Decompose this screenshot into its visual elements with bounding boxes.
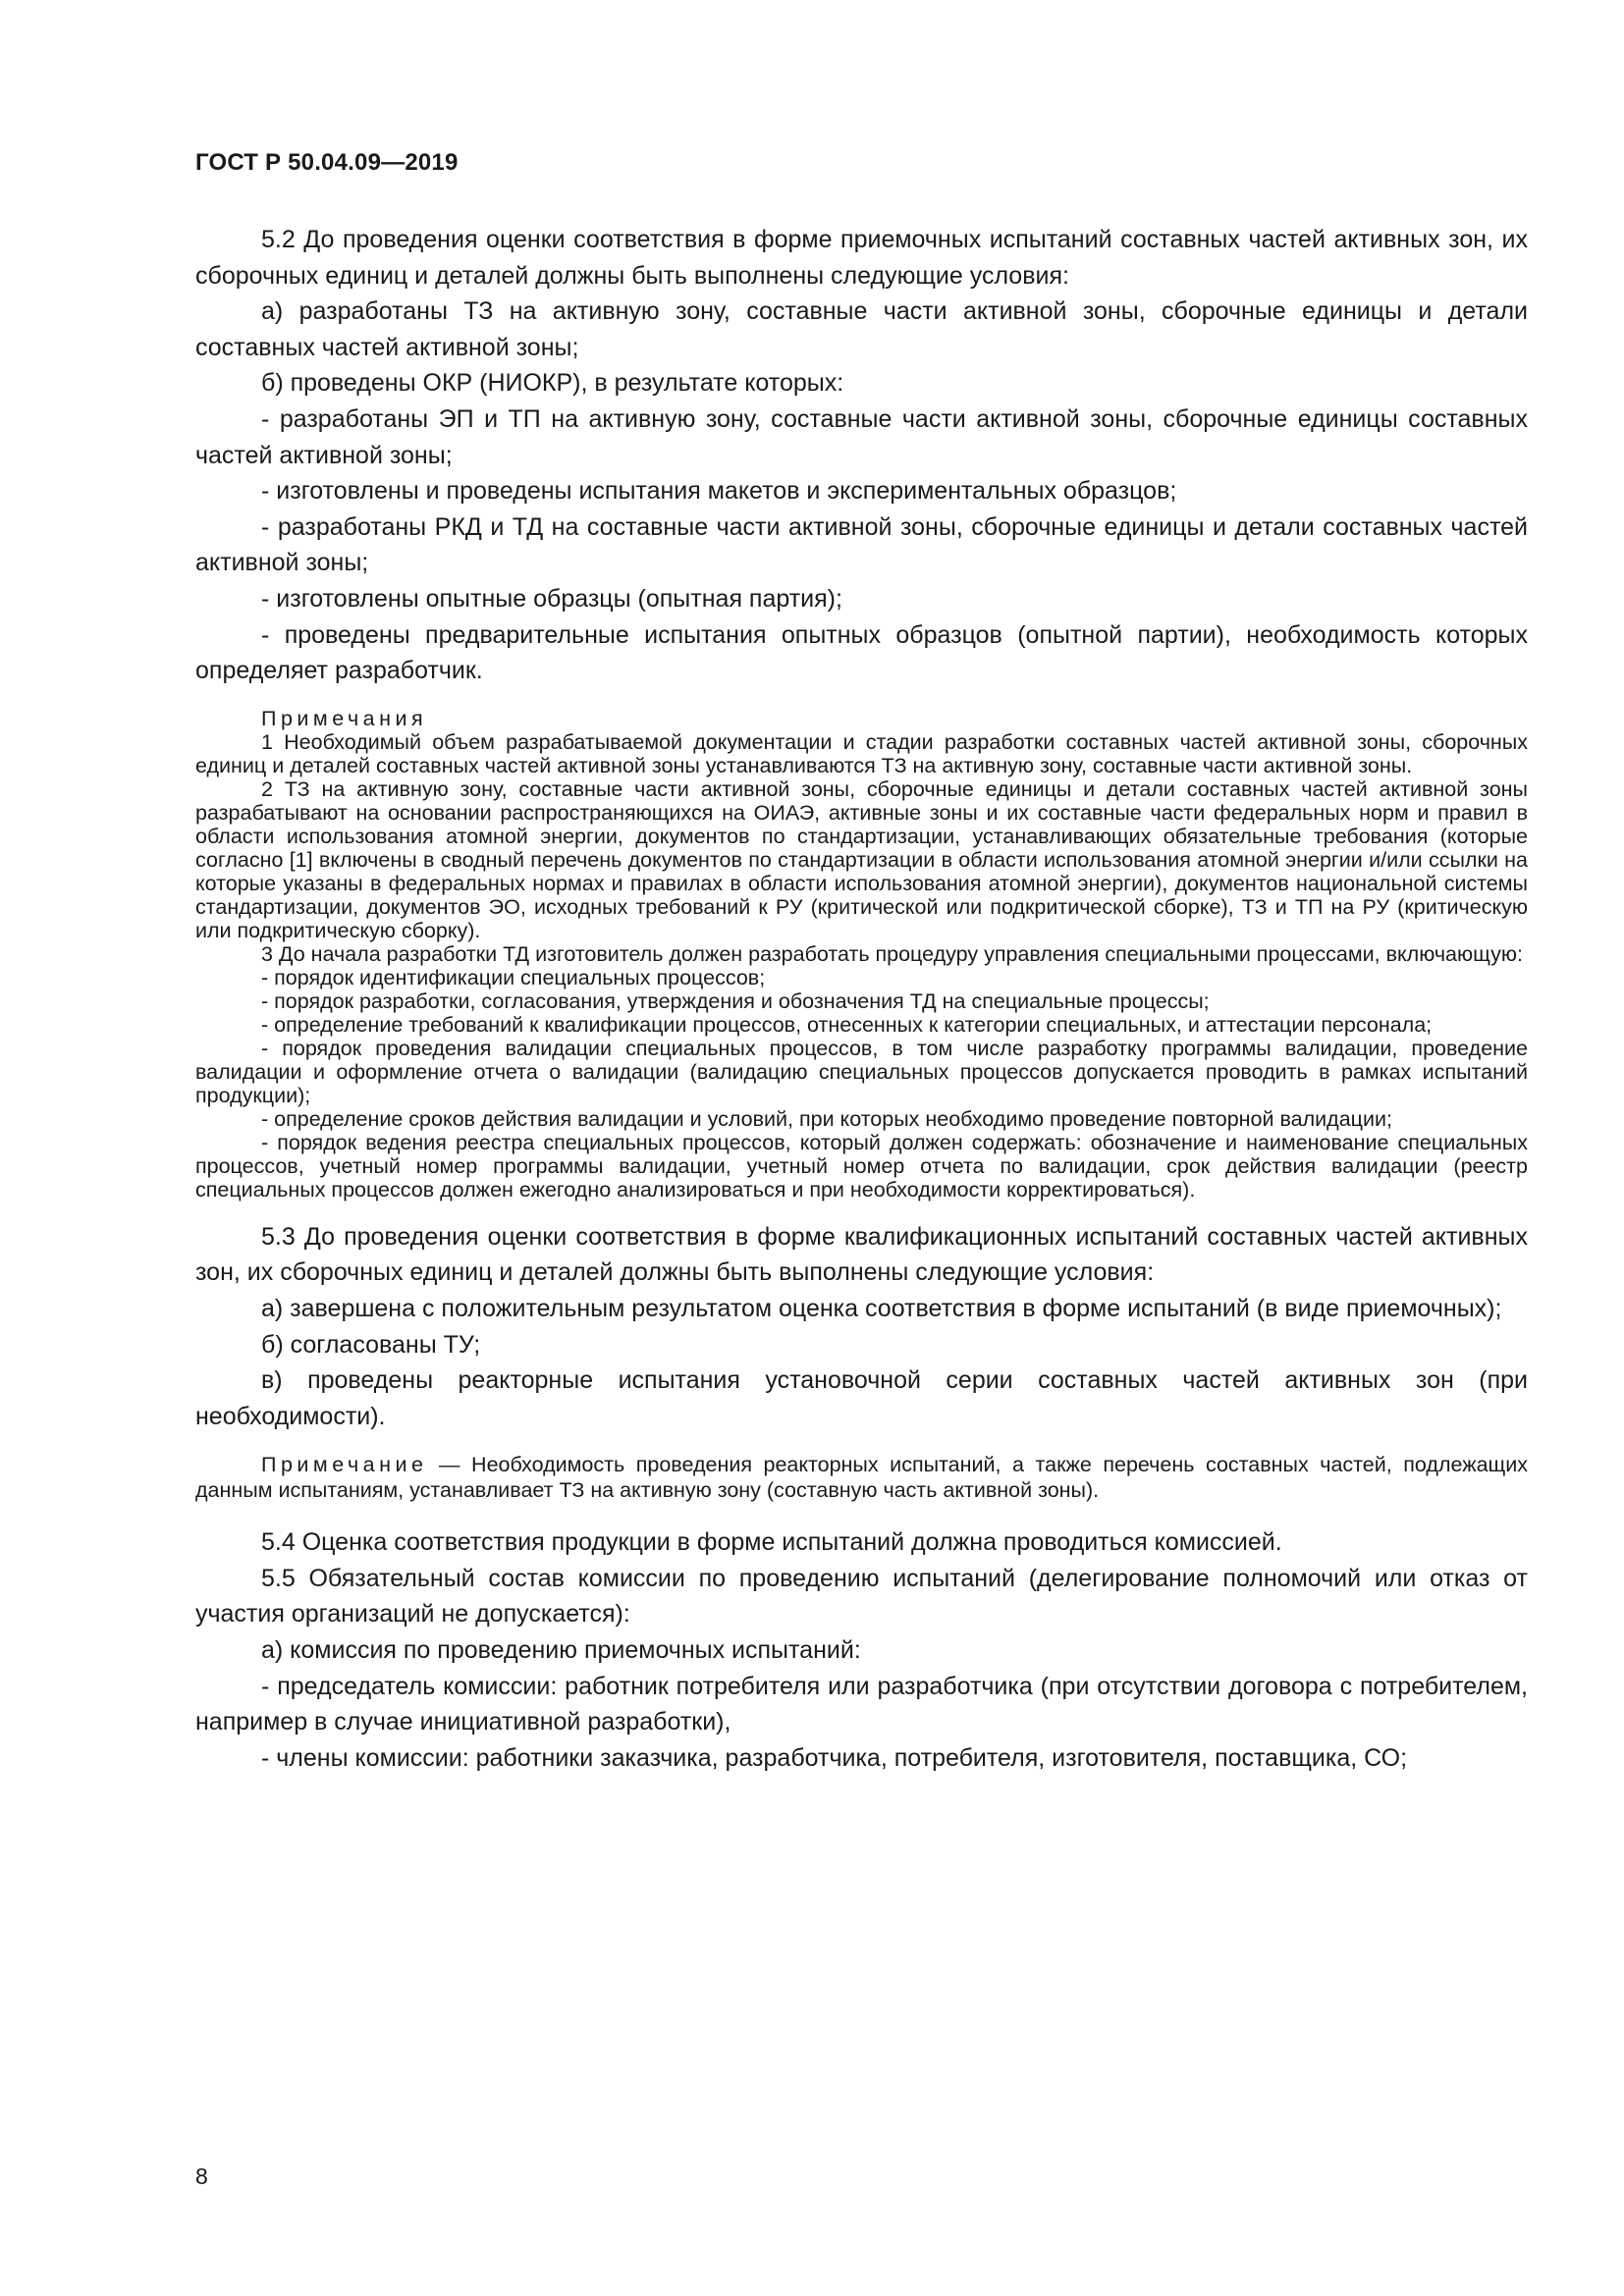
note-3-item-2: - порядок разработки, согласования, утверждения и обозначения ТД на специальные процессы; xyxy=(261,988,1210,1013)
clause-5-5-item-a: а) комиссия по проведению приемочных испытаний: xyxy=(261,1636,861,1665)
clause-5-2-item-b-3: - разработаны РКД и ТД на составные части активной зоны, сборочные единицы и детали составных частей активной зоны; xyxy=(195,512,1528,577)
note-5-3-label: Примечание xyxy=(261,1453,428,1477)
note-3-item-1: - порядок идентификации специальных процессов; xyxy=(261,965,766,989)
notes-5-2 xyxy=(195,707,1528,1201)
note-3-item-5: - определение сроков действия валидации и условий, при которых необходимо проведение повторной валидации; xyxy=(261,1106,1392,1131)
clause-5-2-item-b: б) проведены ОКР (НИОКР), в результате которых: xyxy=(261,369,844,398)
page-number: 8 xyxy=(195,2163,208,2189)
clause-5-2-item-b-1: - разработаны ЭП и ТП на активную зону, составные части активной зоны, сборочные единицы составных частей активной зоны; xyxy=(195,404,1528,469)
clause-5-2-intro: 5.2 До проведения оценки соответствия в форме приемочных испытаний составных частей активных зон, их сборочных единиц и деталей должны быть выполнены следующие условия: xyxy=(195,226,1528,290)
note-5-3-body: — Необходимость проведения реакторных испытаний, а также перечень составных частей, подлежащих данным испытаниям, устанавливает ТЗ на активную зону (составную часть активной зоны). xyxy=(195,1453,1528,1503)
clause-5-3-intro: 5.3 До проведения оценки соответствия в форме квалификационных испытаний составных частей активных зон, их сборочных единиц и деталей должны быть выполнены следующие условия: xyxy=(195,1222,1528,1287)
note-5-3 xyxy=(195,1452,1528,1503)
document-body xyxy=(195,222,1528,1776)
clause-5-2-item-a: а) разработаны ТЗ на активную зону, составные части активной зоны, сборочные единицы и детали составных частей активной зоны; xyxy=(195,297,1528,361)
clause-5-3-item-c: в) проведены реакторные испытания установочной серии составных частей активных зон (при необходимости). xyxy=(195,1366,1528,1430)
note-1: 1 Необходимый объем разрабатываемой документации и стадии разработки составных частей активной зоны, сборочных единиц и деталей составных частей активной зоны устанавливаются ТЗ на активную зону, составные части активной зоны. xyxy=(195,729,1528,777)
clause-5-3-item-a: а) завершена с положительным результатом оценка соответствия в форме испытаний (в виде приемочных); xyxy=(261,1294,1502,1322)
clause-5-5-intro: 5.5 Обязательный состав комиссии по проведению испытаний (делегирование полномочий или отказ от участия организаций не допускается): xyxy=(195,1564,1528,1629)
clause-5-4: 5.4 Оценка соответствия продукции в форме испытаний должна проводиться комиссией. xyxy=(261,1528,1282,1557)
note-3-item-3: - определение требований к квалификации процессов, отнесенных к категории специальных, и аттестации персонала; xyxy=(261,1012,1433,1037)
note-2: 2 ТЗ на активную зону, составные части активной зоны, сборочные единицы и детали составных частей активной зоны разрабатывают на основании распространяющихся на ОИАЭ, активные зоны и их составные части федеральных норм и правил в области использования атомной энергии, документов по стандартизации, устанавливающих обязательные требования (которые согласно [1] включены в сводный перечень документов по стандартизации в области использования атомной энергии и/или ссылки на которые указаны в федеральных нормах и правилах в области использования атомной энергии), документов национальной системы стандартизации, документов ЭО, исходных требований к РУ (критической или подкритической сборке), ТЗ и ТП на РУ (критическую или подкритическую сборку). xyxy=(195,776,1528,942)
note-3: 3 До начала разработки ТД изготовитель должен разработать процедуру управления специальными процессами, включающую: xyxy=(261,941,1523,966)
clause-5-2-item-b-2: - изготовлены и проведены испытания макетов и экспериментальных образцов; xyxy=(261,477,1177,506)
note-5-3-text xyxy=(195,1452,1528,1503)
note-3-item-4: - порядок проведения валидации специальных процессов, в том числе разработку программы валидации, проведение валидации и оформление отчета о валидации (валидацию специальных процессов допускается проводить в рамках испытаний продукции); xyxy=(195,1036,1528,1107)
document-code-header: ГОСТ Р 50.04.09—2019 xyxy=(195,149,459,176)
clause-5-5-item-a-2: - члены комиссии: работники заказчика, разработчика, потребителя, изготовителя, поставщика, СО; xyxy=(261,1743,1408,1772)
notes-heading: Примечания xyxy=(261,706,428,730)
clause-5-3-item-b: б) согласованы ТУ; xyxy=(261,1330,481,1359)
clause-5-2-item-b-4: - изготовлены опытные образцы (опытная партия); xyxy=(261,584,842,613)
note-3-item-6: - порядок ведения реестра специальных процессов, который должен содержать: обозначение и наименование специальных процессов, учетный номер программы валидации, учетный номер отчета по валидации, срок действия валидации (реестр специальных процессов должен ежегодно анализироваться и при необходимости корректироваться). xyxy=(195,1130,1528,1201)
clause-5-5-item-a-1: - председатель комиссии: работник потребителя или разработчика (при отсутствии договора с потребителем, например в случае инициативной разработки), xyxy=(195,1672,1528,1736)
clause-5-2-item-b-5: - проведены предварительные испытания опытных образцов (опытной партии), необходимость которых определяет разработчик. xyxy=(195,620,1528,685)
